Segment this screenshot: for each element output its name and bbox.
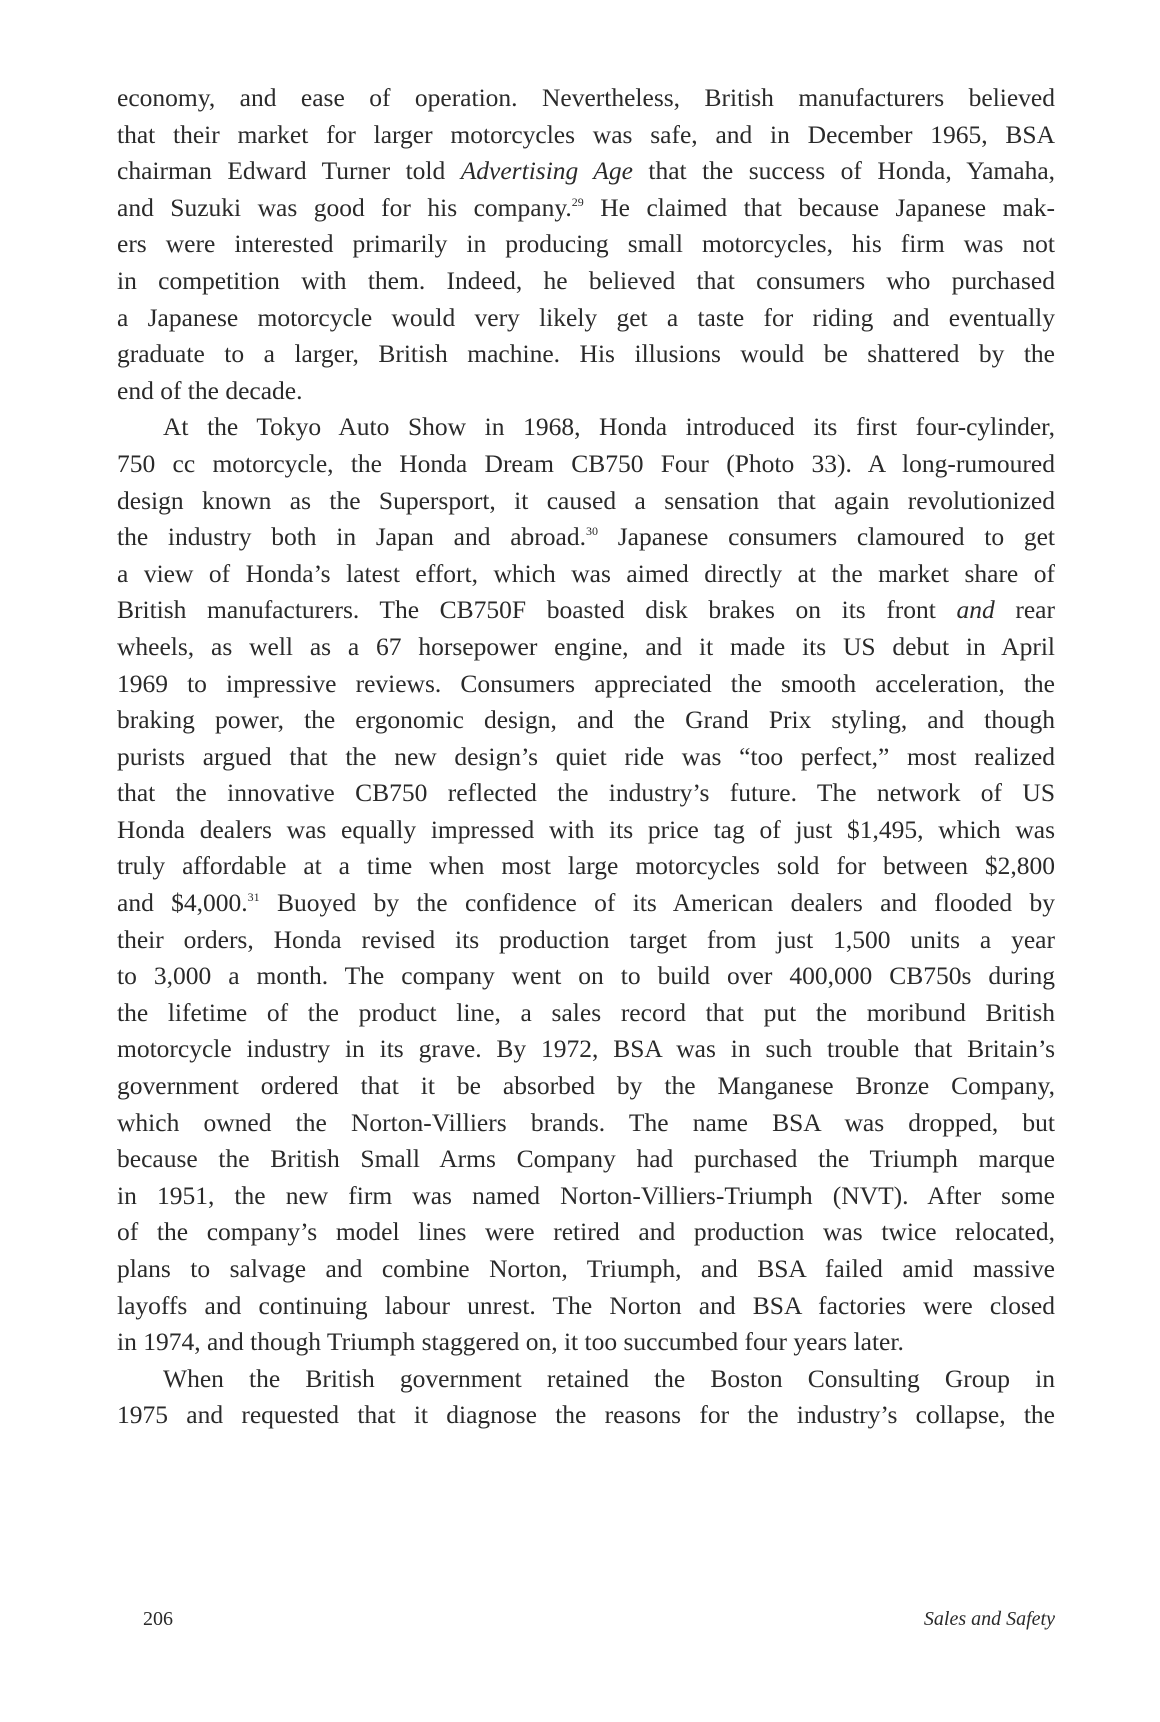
- page-footer: [117, 1608, 1055, 1638]
- running-head: Sales and Safety: [923, 1608, 1055, 1630]
- text-line: the industry both in Japan and abroad.$^{30}$ Japanese consumers clamoured to get: [117, 522, 1055, 552]
- text-line: a view of Honda’s latest effort, which was aimed directly at the market share of: [117, 558, 1055, 588]
- text-line: their orders, Honda revised its production target from just 1,500 units a year: [117, 924, 1055, 954]
- text-line: layoffs and continuing labour unrest. The Norton and BSA factories were closed: [117, 1290, 1055, 1320]
- text-line: braking power, the ergonomic design, and the Grand Prix styling, and though: [117, 705, 1055, 735]
- text-line: end of the decade.: [117, 375, 303, 405]
- footnote-ref[interactable]: 31: [247, 890, 260, 905]
- text-line: of the company’s model lines were retired and production was twice relocated,: [117, 1217, 1055, 1247]
- text-line: that their market for larger motorcycles was safe, and in December 1965, BSA: [117, 119, 1055, 149]
- text-line: motorcycle industry in its grave. By 1972, BSA was in such trouble that Britain’s: [117, 1034, 1055, 1064]
- text-line: plans to salvage and combine Norton, Triumph, and BSA failed amid massive: [117, 1254, 1055, 1283]
- text-line: wheels, as well as a 67 horsepower engine, and it made its US debut in April: [117, 631, 1055, 661]
- text-line: in 1951, the new firm was named Norton-Villiers-Triumph (NVT). After some: [117, 1180, 1055, 1210]
- text-line: truly affordable at a time when most large motorcycles sold for between $2,800: [117, 851, 1055, 881]
- text-line: When the British government retained the Boston Consulting Group in: [163, 1363, 1055, 1393]
- text-line: graduate to a larger, British machine. His illusions would be shattered by the: [117, 339, 1055, 369]
- text-line: and Suzuki was good for his company.$^{29}$ He claimed that because Japanese mak-: [117, 192, 1055, 222]
- footnote-ref[interactable]: 30: [586, 524, 598, 539]
- text-line: the lifetime of the product line, a sales record that put the moribund British: [117, 997, 1055, 1027]
- text-line: in 1974, and though Triumph staggered on, it too succumbed four years later.: [117, 1327, 904, 1357]
- text-line: government ordered that it be absorbed by the Manganese Bronze Company,: [117, 1071, 1055, 1101]
- text-line: 1969 to impressive reviews. Consumers appreciated the smooth acceleration, the: [117, 668, 1055, 698]
- text-line: 750 cc motorcycle, the Honda Dream CB750 Four (Photo 33). A long-rumoured: [117, 448, 1055, 478]
- text-line: At the Tokyo Auto Show in 1968, Honda introduced its first four-cylinder,: [163, 412, 1055, 442]
- text-line: in competition with them. Indeed, he believed that consumers who purchased: [117, 265, 1055, 295]
- text-line: British manufacturers. The CB750F boasted disk brakes on its front and rear: [117, 595, 1055, 625]
- text-line: and $4,000.31 Buoyed by the confidence of its American dealers and flooded by: [117, 888, 1055, 918]
- body-text: [117, 80, 1055, 1434]
- italic-text: and: [956, 595, 995, 625]
- text-line: chairman Edward Turner told Advertising Age that the success of Honda, Yamaha,: [117, 156, 1056, 186]
- text-line: a Japanese motorcycle would very likely get a taste for riding and eventually: [117, 302, 1055, 332]
- text-line: design known as the Supersport, it caused a sensation that again revolutionized: [117, 485, 1055, 515]
- footnote-ref[interactable]: 29: [571, 194, 584, 209]
- text-line: 1975 and requested that it diagnose the reasons for the industry’s collapse, the: [117, 1400, 1055, 1430]
- text-line: ers were interested primarily in producing small motorcycles, his firm was not: [117, 229, 1055, 259]
- text-line: which owned the Norton-Villiers brands. The name BSA was dropped, but: [117, 1107, 1055, 1137]
- italic-text: Advertising Age: [460, 156, 633, 186]
- text-line: to 3,000 a month. The company went on to build over 400,000 CB750s during: [117, 961, 1055, 991]
- page-number: 206: [143, 1608, 173, 1630]
- text-line: because the British Small Arms Company had purchased the Triumph marque: [117, 1144, 1055, 1174]
- text-line: that the innovative CB750 reflected the industry’s future. The network of US: [117, 778, 1055, 808]
- text-line: economy, and ease of operation. Nevertheless, British manufacturers believed: [117, 83, 1055, 112]
- text-line: purists argued that the new design’s quiet ride was “too perfect,” most realized: [117, 741, 1055, 771]
- text-line: Honda dealers was equally impressed with its price tag of just $1,495, which was: [117, 814, 1055, 844]
